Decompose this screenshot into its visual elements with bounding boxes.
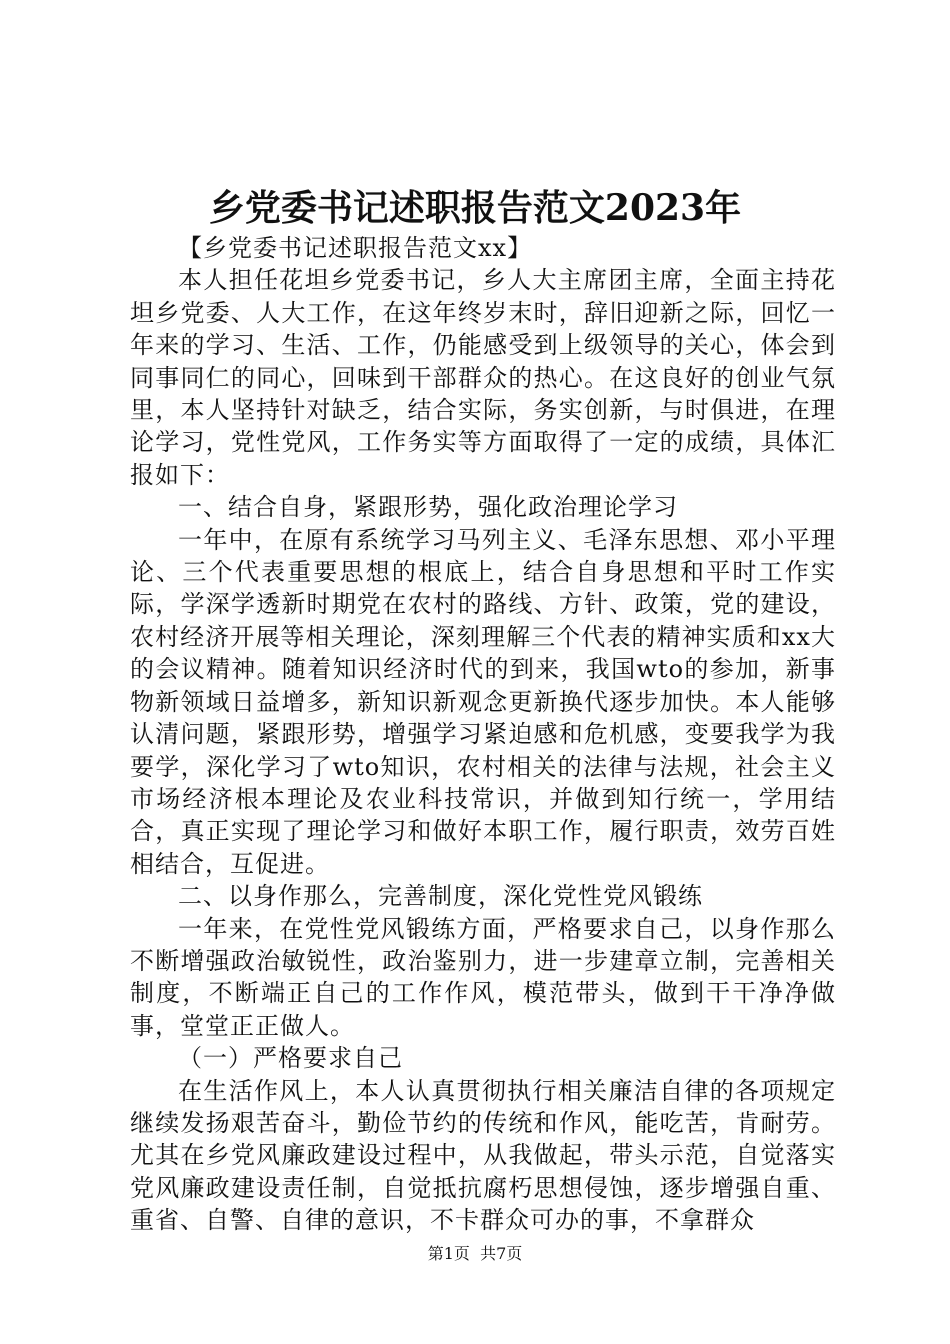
section-2-paragraph: 一年来，在党性党风锻练方面，严格要求自己，以身作那么不断增强政治敏锐性，政治鉴别力，进一步建章立制，完善相关制度，不断端正自己的工作作风，模范带头，做到干干净净做事，堂堂正正做人。	[130, 914, 836, 1040]
document-title: 乡党委书记述职报告范文2023年	[208, 187, 742, 229]
subsection-1-paragraph: 在生活作风上，本人认真贯彻执行相关廉洁自律的各项规定继续发扬艰苦奋斗，勤俭节约的传统和作风，能吃苦，肯耐劳。尤其在乡党风廉政建设过程中，从我做起，带头示范，自觉落实党风廉政建设责任制，自觉抵抗腐朽思想侵蚀，逐步增强自重、重省、自警、自律的意识，不卡群众可办的事，不拿群众	[130, 1076, 836, 1235]
intro-paragraph: 本人担任花坦乡党委书记，乡人大主席团主席，全面主持花坦乡党委、人大工作，在这年终岁末时，辞旧迎新之际，回忆一年来的学习、生活、工作，仍能感受到上级领导的关心，体会到同事同仁的同心，回味到干部群众的热心。在这良好的创业气氛里，本人坚持针对缺乏，结合实际，务实创新，与时俱进，在理论学习，党性党风，工作务实等方面取得了一定的成绩，具体汇报如下：	[130, 266, 836, 489]
page-total: 共7页	[480, 1244, 523, 1263]
subtitle-paragraph: 【乡党委书记述职报告范文xx】	[178, 234, 533, 262]
document-body	[130, 232, 836, 1237]
page-number: 第1页	[427, 1244, 470, 1263]
section-1-paragraph: 一年中，在原有系统学习马列主义、毛泽东思想、邓小平理论、三个代表重要思想的根底上，结合自身思想和平时工作实际，学深学透新时期党在农村的路线、方针、政策，党的建设，农村经济开展等相关理论，深刻理解三个代表的精神实质和xx大的会议精神。随着知识经济时代的到来，我国wto的参加，新事物新领域日益增多，新知识新观念更新换代逐步加快。本人能够认清问题，紧跟形势，增强学习紧迫感和危机感，变要我学为我要学，深化学习了wto知识，农村相关的法律与法规，社会主义市场经济根本理论及农业科技常识，并做到知行统一，学用结合，真正实现了理论学习和做好本职工作，履行职责，效劳百姓相结合，互促进。	[130, 525, 836, 878]
section-heading-2: 二、以身作那么，完善制度，深化党性党风锻练	[178, 882, 703, 911]
page-footer	[0, 1242, 950, 1266]
section-heading-1: 一、结合自身，紧跟形势，强化政治理论学习	[178, 493, 678, 522]
subsection-heading-1: （一）严格要求自己	[178, 1044, 403, 1073]
